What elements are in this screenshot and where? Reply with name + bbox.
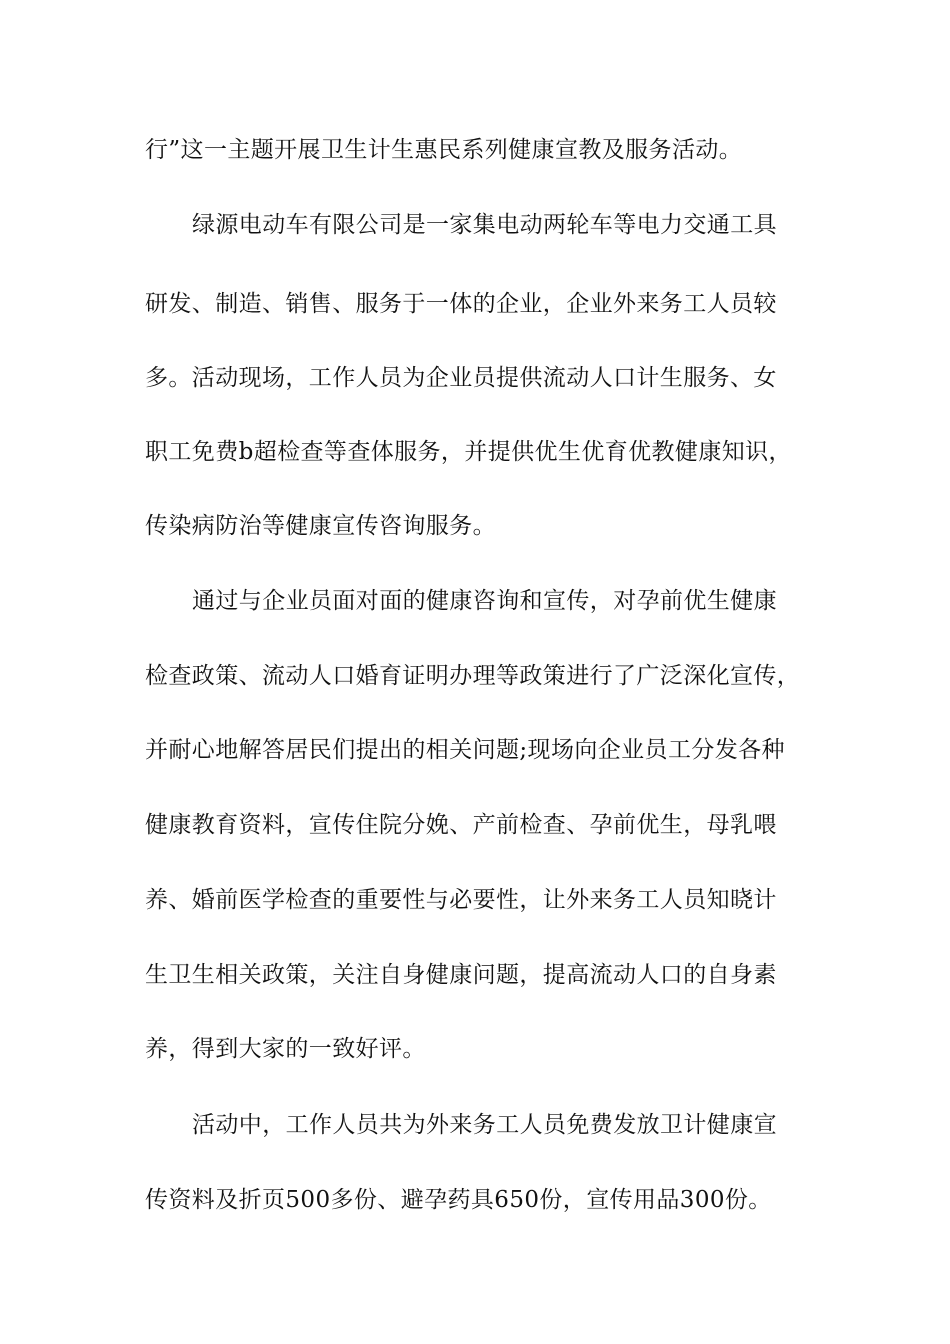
text-line-6: 传染病防治等健康宣传咨询服务。 bbox=[145, 513, 496, 539]
text-line-15: 传资料及折页500多份、避孕药具650份，宣传用品300份。 bbox=[145, 1187, 772, 1213]
text-line-1: 行”这一主题开展卫生计生惠民系列健康宣教及服务活动。 bbox=[145, 137, 743, 163]
text-line-3: 研发、制造、销售、服务于一体的企业，企业外来务工人员较 bbox=[145, 291, 777, 317]
text-line-8: 检查政策、流动人口婚育证明办理等政策进行了广泛深化宣传， bbox=[145, 663, 801, 689]
text-line-7: 通过与企业员面对面的健康咨询和宣传，对孕前优生健康 bbox=[192, 588, 777, 614]
text-line-4: 多。活动现场，工作人员为企业员提供流动人口计生服务、女 bbox=[145, 365, 777, 391]
text-line-10: 健康教育资料，宣传住院分娩、产前检查、孕前优生，母乳喂 bbox=[145, 812, 777, 838]
text-line-13: 养，得到大家的一致好评。 bbox=[145, 1036, 426, 1062]
text-line-2: 绿源电动车有限公司是一家集电动两轮车等电力交通工具 bbox=[192, 212, 777, 238]
text-line-12: 生卫生相关政策，关注自身健康问题，提高流动人口的自身素 bbox=[145, 962, 777, 988]
text-line-11: 养、婚前医学检查的重要性与必要性，让外来务工人员知晓计 bbox=[145, 887, 777, 913]
text-line-14: 活动中，工作人员共为外来务工人员免费发放卫计健康宣 bbox=[192, 1112, 777, 1138]
text-line-5: 职工免费b超检查等查体服务，并提供优生优育优教健康知识， bbox=[145, 439, 792, 465]
text-line-9: 并耐心地解答居民们提出的相关问题;现场向企业员工分发各种 bbox=[145, 737, 785, 763]
